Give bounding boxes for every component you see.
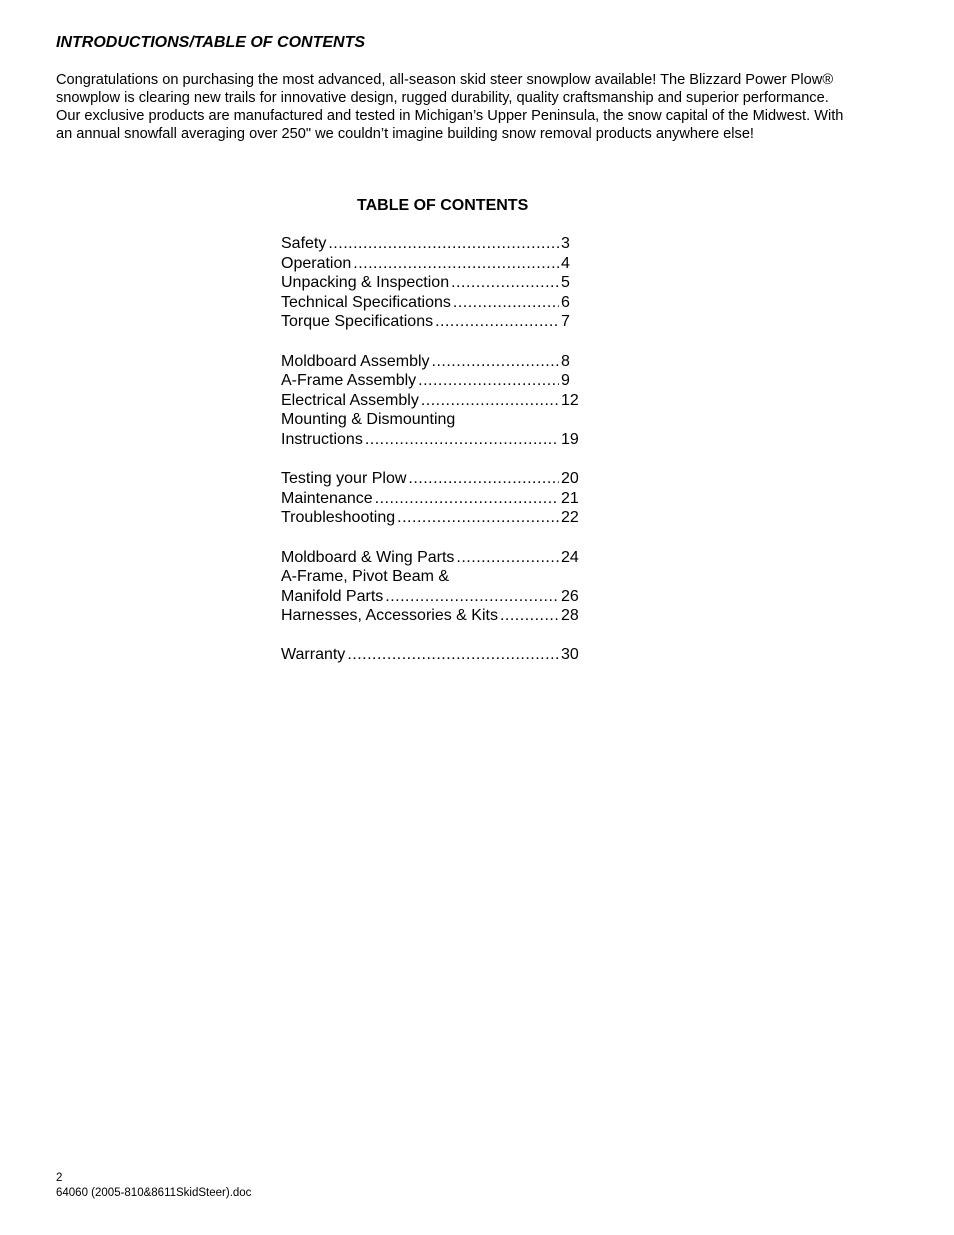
page-heading: INTRODUCTIONS/TABLE OF CONTENTS [56, 34, 366, 51]
toc-entry-label: Torque Specifications [281, 313, 434, 331]
toc-entry-page: 30 [561, 646, 579, 664]
toc-entry-page: 26 [561, 587, 579, 605]
toc-entry-label: A-Frame Assembly [281, 372, 417, 390]
toc-group [281, 352, 581, 450]
toc-entry-first-line: A-Frame, Pivot Beam & [281, 568, 450, 586]
toc-entry [281, 312, 581, 332]
toc-entry-page: 19 [561, 430, 579, 448]
toc-entry-label: Troubleshooting [281, 509, 396, 527]
toc-leader-dots [365, 430, 559, 450]
toc-entry-page: 3 [561, 235, 570, 252]
toc-entry [281, 430, 581, 450]
toc-leader-dots [453, 293, 559, 313]
toc-entry [281, 645, 581, 665]
toc-leader-dots [421, 391, 559, 411]
toc-entry-page: 8 [561, 352, 570, 370]
toc-entry [281, 391, 581, 411]
toc-leader-dots [418, 371, 559, 391]
toc-leader-dots [451, 273, 559, 293]
toc-entry-label: Manifold Parts [281, 587, 384, 605]
toc-entry-label: Unpacking & Inspection [281, 274, 450, 292]
toc-entry [281, 234, 581, 254]
toc-entry-label: Instructions [281, 430, 363, 448]
toc-entry [281, 469, 581, 489]
toc-entry [281, 352, 581, 372]
toc-entry-label: Technical Specifications [281, 293, 451, 311]
toc-entry-label: Electrical Assembly [281, 391, 419, 409]
toc-entry-label: Safety [281, 235, 327, 252]
toc-entry-page: 6 [561, 293, 570, 311]
toc-leader-dots [432, 352, 559, 372]
toc-entry [281, 489, 581, 509]
toc-group [281, 548, 581, 626]
document-filename: 64060 (2005-810&8611SkidSteer).doc [56, 1187, 252, 1199]
toc-entry-page: 7 [561, 313, 570, 331]
toc-group [281, 469, 581, 528]
toc-entry-label: Harnesses, Accessories & Kits [281, 607, 498, 625]
toc-entry-label: Moldboard & Wing Parts [281, 548, 455, 566]
toc-entry [281, 273, 581, 293]
page-number: 2 [56, 1172, 63, 1184]
toc-entry-page: 28 [561, 607, 579, 625]
intro-paragraph: Congratulations on purchasing the most advanced, all-season skid steer snowplow available! The Blizzard Power Plow® snowplow is clearing new trails for innovative design, rugged durability, quality craftsmanship and superior performance. Our exclusive products are manufactured and tested in Michigan’s Upper Peninsula, the snow capital of the Midwest. With an annual snowfall averaging over 250" we couldn’t imagine building snow removal products anywhere else! [56, 72, 844, 142]
toc-entry-page: 22 [561, 509, 579, 527]
toc-entry-page: 9 [561, 372, 570, 390]
toc-leader-dots [328, 234, 559, 254]
toc-entry [281, 606, 581, 626]
toc-leader-dots [456, 548, 559, 568]
toc-group [281, 234, 581, 332]
toc-entry-page: 5 [561, 274, 570, 292]
toc-group [281, 645, 581, 665]
toc-leader-dots [397, 508, 559, 528]
toc-entry-page: 24 [561, 548, 579, 566]
toc-title: TABLE OF CONTENTS [357, 197, 529, 214]
toc-entry-page: 21 [561, 489, 579, 507]
toc-leader-dots [385, 587, 559, 607]
toc-entry-page: 12 [561, 391, 579, 409]
toc-entry [281, 508, 581, 528]
toc-entry [281, 371, 581, 391]
toc-leader-dots [500, 606, 559, 626]
table-of-contents [281, 234, 581, 685]
toc-entry [281, 293, 581, 313]
toc-entry [281, 587, 581, 607]
toc-entry [281, 254, 581, 274]
toc-entry-page: 4 [561, 254, 570, 272]
toc-entry-label: Moldboard Assembly [281, 352, 430, 370]
toc-entry-label: Operation [281, 254, 352, 272]
toc-entry-label: Warranty [281, 646, 346, 664]
toc-entry-first-line: Mounting & Dismounting [281, 411, 456, 429]
toc-leader-dots [408, 469, 559, 489]
page-footer [56, 1171, 251, 1201]
toc-entry [281, 548, 581, 568]
toc-leader-dots [375, 489, 559, 509]
toc-leader-dots [353, 254, 559, 274]
toc-leader-dots [347, 645, 559, 665]
toc-leader-dots [435, 312, 559, 332]
toc-entry-page: 20 [561, 470, 579, 488]
toc-entry-label: Testing your Plow [281, 470, 407, 488]
toc-entry-label: Maintenance [281, 489, 373, 507]
